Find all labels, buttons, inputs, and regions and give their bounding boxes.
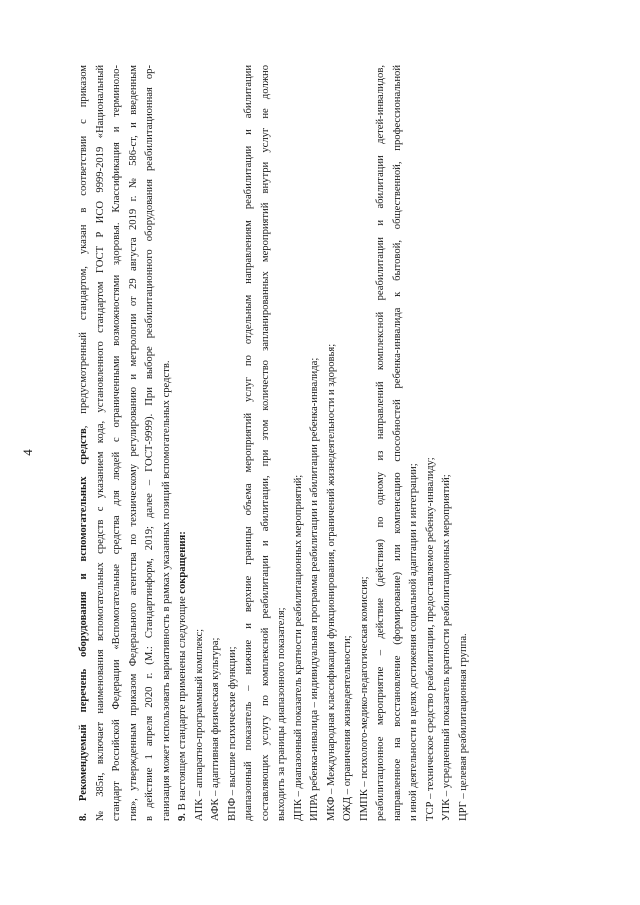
section-8-line-1-text: , предусмотренный стандартом, указан в соответствии с приказом — [78, 65, 89, 429]
section-8-line-5: в действие 1 апреля 2020 г. (М.: Стандартинформ, 2019; далее – ГОСТ-9999). При выборе реабилитационного оборудования реабилитационная ор- — [144, 65, 155, 821]
abbr-line: АФК – адаптивная физическая культура; — [210, 637, 221, 821]
abbr-line: МКФ – Международная классификация функционирования, ограничений жизнедеятельности и здоровья; — [325, 343, 337, 821]
abbr-line: диапазонный показатель – нижние и верхние границы объема мероприятий услуг по отдельным направлениям реабилитации и абилитации — [243, 65, 254, 821]
abbr-line: и иной деятельности в целях достижения социальной адаптации и интеграции; — [408, 463, 419, 821]
abbr-line: составляющих услугу по комплексной реабилитации и абилитации, при этом количество запланированных мероприятий внутри услуг не должно — [259, 65, 271, 821]
abbr-line: ТСР – техническое средство реабилитации, предоставляемое ребенку-инвалиду; — [424, 457, 436, 821]
abbr-line: АПК – аппаратно-программный комплекс; — [193, 628, 205, 821]
abbr-line: ЦРГ – целевая реабилитационная группа. — [457, 633, 469, 821]
abbr-line: направленное на восстановление (формирование) или компенсацию способностей ребенка-инвалида к бытовой, общественной, профессиональной — [391, 65, 403, 821]
section-8-line-2: № 385н, включает наименования вспомогательных средств с указанием кода, установленного стандартом ГОСТ Р ИСО 9999-2019 «Национальный — [94, 65, 106, 821]
abbr-line: ПМПК – психолого-медико-педагогическая комиссия; — [358, 576, 370, 821]
section-8-line-4: гия», утвержденным приказом Федерального агентства по техническому регулированию и метрологии от 29 августа 2019 г. № 586-ст, и введенным — [127, 65, 139, 821]
abbr-line: УПК – усредненный показатель кратности реабилитационных мероприятий; — [441, 474, 452, 821]
abbr-line: ВПФ – высшие психические функции; — [226, 646, 238, 821]
abbr-line: ДПК – диапазонный показатель кратности реабилитационных мероприятий; — [292, 474, 304, 821]
section-9-intro — [175, 65, 192, 821]
abbr-line: реабилитационное мероприятие – действие (действия) по одному из направлений комплексной реабилитации и абилитации детей-инвалидов, — [375, 65, 386, 821]
section-8-number: 8. — [78, 813, 89, 821]
section-8-line-3: стандарт Российской Федерации «Вспомогательные средства для людей с ограниченными возможностями здоровья. Классификация и терминоло- — [111, 65, 122, 821]
abbr-line: ИПРА ребенка-инвалида – индивидуальная программа реабилитации и абилитации ребенка-инвалида; — [309, 357, 320, 821]
section-8-line-1 — [76, 65, 93, 821]
section-9-number: 9. — [177, 813, 188, 821]
section-8-heading: Рекомендуемый перечень оборудования и вспомогательных средств — [78, 428, 89, 802]
abbr-line: выходить за границы диапазонного показателя; — [276, 607, 287, 821]
document-body — [76, 65, 472, 821]
abbr-line: ОЖД – ограничения жизнедеятельности; — [342, 635, 353, 821]
section-9-intro-bold: сокращения: — [177, 531, 188, 594]
section-8-line-6: ганизация может использовать вариативность в рамках указанных позиций вспомогательных средств. — [160, 360, 172, 821]
page-number: 4 — [20, 449, 35, 456]
section-9-intro-text: В настоящем стандарте применены следующие — [177, 593, 188, 814]
